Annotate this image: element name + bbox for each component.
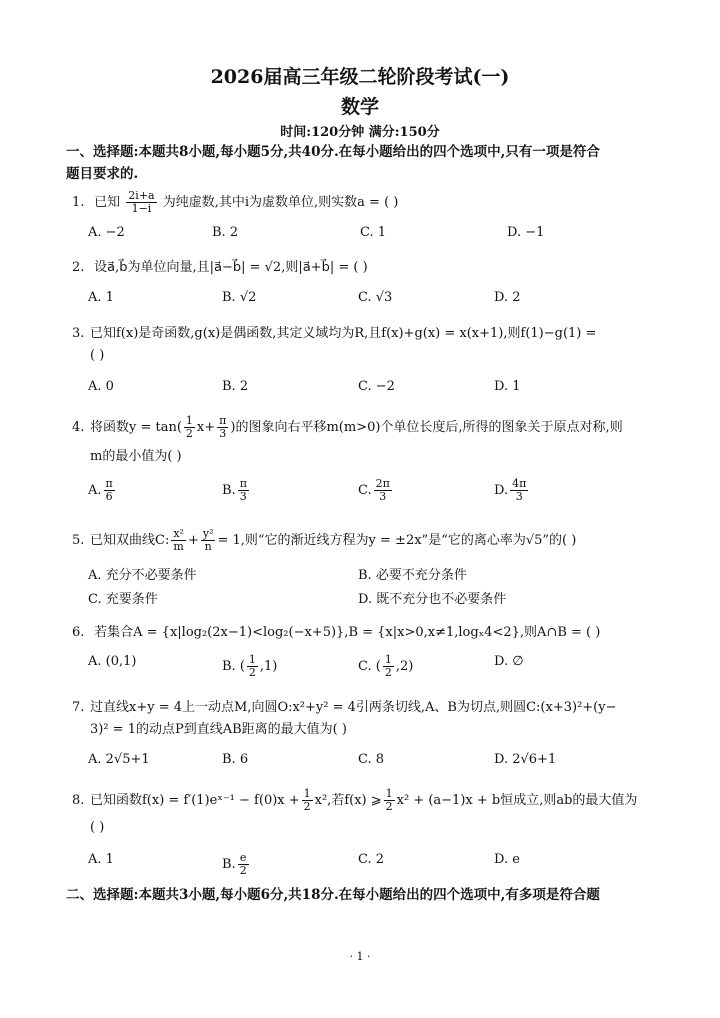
q3-line1: 已知f(x)是奇函数,g(x)是偶函数,其定义域均为R,且f(x)+g(x) = x(x+1),则f(1)−g(1) =	[90, 326, 597, 341]
q4-option-a-den: 6	[105, 490, 113, 503]
q8-text-post: x² + (a−1)x + b恒成立,则ab的最大值为	[396, 793, 638, 808]
q8-frac2-den: 2	[385, 800, 393, 813]
question-number: 7.	[72, 700, 85, 715]
q2-options	[88, 290, 668, 310]
exam-subject: 数学	[340, 96, 379, 118]
q4-option-b-den: 3	[239, 490, 247, 503]
q8-option-b-num: e	[238, 852, 249, 865]
q8-options	[88, 851, 668, 877]
q6-option-b-fraction	[247, 654, 258, 679]
q5-options-row1	[88, 564, 668, 584]
q4-option-d-den: 3	[515, 490, 523, 503]
q5-options-row2	[88, 588, 668, 608]
question-number: 2.	[72, 260, 85, 275]
q8-option-a: A. 1	[88, 852, 114, 867]
q8-frac1-num: 1	[303, 787, 311, 800]
q1-text-post: 为纯虚数,其中i为虚数单位,则实数a = ( )	[162, 195, 399, 210]
q1-frac-num: 2i+a	[128, 189, 155, 202]
q8-frac2-num: 1	[385, 787, 393, 800]
q4-option-a	[88, 478, 117, 503]
q2-option-b: B. √2	[222, 290, 257, 305]
q2-text: 设a⃗,b⃗为单位向量,且|a⃗−b⃗| = √2,则|a⃗+b⃗| = ( )	[94, 260, 368, 275]
q4-fraction-2	[217, 415, 228, 440]
q4-frac2-den: 3	[219, 427, 227, 440]
q6-option-b	[222, 654, 277, 679]
question-2	[72, 257, 666, 279]
question-number: 3.	[72, 326, 85, 341]
q5-text-post: = 1,则“它的渐近线方程为y = ±2x”是“它的离心率为√5”的( )	[217, 533, 577, 548]
q3-options	[88, 379, 668, 399]
q3-option-d: D. 1	[494, 379, 521, 394]
q2-option-a: A. 1	[88, 290, 114, 305]
q7-options	[88, 752, 668, 772]
q2-option-c: C. √3	[358, 290, 393, 305]
q6-option-b-num: 1	[248, 653, 256, 666]
q1-option-b: B. 2	[212, 225, 239, 240]
q4-line2: m的最小值为( )	[90, 449, 182, 464]
q1-option-c: C. 1	[360, 225, 387, 240]
question-number: 1.	[72, 195, 85, 210]
q1-text-pre: 已知	[94, 195, 121, 210]
q6-option-a: A. (0,1)	[88, 654, 137, 669]
page-number: · 1 ·	[349, 950, 371, 963]
question-number: 5.	[72, 533, 85, 548]
q1-fraction	[126, 190, 156, 215]
q4-text-post: )的图象向右平移m(m>0)个单位长度后,所得的图象关于原点对称,则	[230, 420, 623, 435]
section1-heading	[66, 141, 666, 185]
q8-option-b-label: B.	[222, 857, 236, 872]
q4-option-b	[222, 478, 251, 503]
q4-option-a-num: π	[105, 477, 113, 490]
q7-option-a: A. 2√5+1	[88, 752, 150, 767]
question-5	[72, 528, 666, 553]
q4-option-a-fraction	[104, 478, 115, 503]
q1-options	[88, 225, 668, 245]
q4-fraction-1	[184, 415, 195, 440]
q8-option-b-den: 2	[239, 864, 247, 877]
question-4	[72, 415, 666, 468]
q5-option-a: A. 充分不必要条件	[88, 568, 197, 583]
q5-option-c: C. 充要条件	[88, 592, 158, 607]
q6-option-c-den: 2	[384, 666, 392, 679]
q6-option-b-post: ,1)	[259, 659, 278, 674]
q4-option-c-label: C.	[358, 483, 372, 498]
q1-frac-den: 1−i	[131, 202, 152, 215]
q8-option-b-fraction	[238, 852, 249, 877]
q6-option-b-label: B.	[222, 659, 236, 674]
q4-frac2-num: π	[219, 414, 227, 427]
q6-option-c-num: 1	[384, 653, 392, 666]
q6-option-c-pre: (	[375, 659, 381, 674]
question-number: 4.	[72, 420, 85, 435]
q4-text-mid: x+	[196, 420, 216, 435]
question-8	[72, 788, 666, 839]
q4-option-d	[494, 478, 530, 503]
q4-option-d-num: 4π	[512, 477, 527, 490]
q5-fraction-2	[201, 528, 216, 553]
section2-heading: 二、选择题:本题共3小题,每小题6分,共18分.在每小题给出的四个选项中,有多项是符合题	[66, 887, 600, 903]
q4-option-a-label: A.	[88, 483, 102, 498]
q3-option-a: A. 0	[88, 379, 114, 394]
q6-option-b-pre: (	[239, 659, 245, 674]
question-3	[72, 323, 666, 367]
q4-option-d-label: D.	[494, 483, 509, 498]
question-number: 8.	[72, 793, 85, 808]
q4-option-c-den: 3	[379, 490, 387, 503]
q6-option-c-post: ,2)	[395, 659, 414, 674]
q4-option-b-num: π	[239, 477, 247, 490]
q7-option-b: B. 6	[222, 752, 249, 767]
q8-text-pre: 已知函数f(x) = f′(1)eˣ⁻¹ − f(0)x +	[90, 793, 300, 808]
time-score-line: 时间:120分钟 满分:150分	[280, 125, 440, 140]
question-1	[72, 190, 666, 215]
q5-frac2-den: n	[204, 540, 212, 553]
q5-text-pre: 已知双曲线C:	[90, 533, 170, 548]
q8-fraction-1	[302, 788, 313, 813]
q4-option-c-num: 2π	[375, 477, 390, 490]
q4-option-c-fraction	[374, 478, 392, 503]
q1-option-d: D. −1	[507, 225, 545, 240]
exam-title: 2026届高三年级二轮阶段考试(一)	[210, 66, 510, 88]
section1-line1: 一、选择题:本题共8小题,每小题5分,共40分.在每小题给出的四个选项中,只有一项是符合	[66, 144, 600, 160]
q6-option-c	[358, 654, 413, 679]
q7-option-c: C. 8	[358, 752, 385, 767]
q5-option-d: D. 既不充分也不必要条件	[358, 592, 507, 607]
q5-frac1-den: m	[173, 540, 184, 553]
q7-line2: 3)² = 1的动点P到直线AB距离的最大值为( )	[90, 722, 347, 737]
q8-frac1-den: 2	[303, 800, 311, 813]
q5-frac2-num: y²	[202, 527, 214, 540]
q4-option-c	[358, 478, 394, 503]
q4-option-d-fraction	[510, 478, 528, 503]
q4-text-pre: 将函数y = tan(	[90, 420, 182, 435]
question-number: 6.	[72, 625, 85, 640]
q5-frac1-num: x²	[173, 527, 184, 540]
q4-frac1-num: 1	[185, 414, 193, 427]
q8-line2: ( )	[90, 820, 105, 835]
q6-options	[88, 653, 668, 679]
question-6	[72, 622, 666, 644]
q1-option-a: A. −2	[88, 225, 125, 240]
q3-line2: ( )	[90, 348, 105, 363]
q6-text: 若集合A = {x|log₂(2x−1)<log₂(−x+5)},B = {x|x>0,x≠1,logₓ4<2},则A∩B = ( )	[94, 625, 601, 640]
q8-option-c: C. 2	[358, 852, 385, 867]
q6-option-c-label: C.	[358, 659, 372, 674]
q4-options	[88, 477, 668, 503]
q2-option-d: D. 2	[494, 290, 521, 305]
q8-fraction-2	[384, 788, 395, 813]
q3-option-c: C. −2	[358, 379, 395, 394]
q4-frac1-den: 2	[185, 427, 193, 440]
q4-option-b-fraction	[238, 478, 249, 503]
q7-line1: 过直线x+y = 4上一动点M,向圆O:x²+y² = 4引两条切线,A、B为切点,则圆C:(x+3)²+(y−	[90, 700, 617, 715]
q6-option-d: D. ∅	[494, 654, 524, 669]
q8-option-b	[222, 852, 251, 877]
q6-option-b-den: 2	[248, 666, 256, 679]
q5-option-b: B. 必要不充分条件	[358, 568, 467, 583]
question-7	[72, 697, 666, 741]
q3-option-b: B. 2	[222, 379, 249, 394]
section1-line2: 题目要求的.	[66, 166, 139, 182]
q8-option-d: D. e	[494, 852, 520, 867]
q7-option-d: D. 2√6+1	[494, 752, 557, 767]
q5-plus: +	[187, 533, 199, 548]
q5-fraction-1	[171, 528, 186, 553]
q4-option-b-label: B.	[222, 483, 236, 498]
q8-text-mid: x²,若f(x) ⩾	[314, 793, 382, 808]
q6-option-c-fraction	[383, 654, 394, 679]
